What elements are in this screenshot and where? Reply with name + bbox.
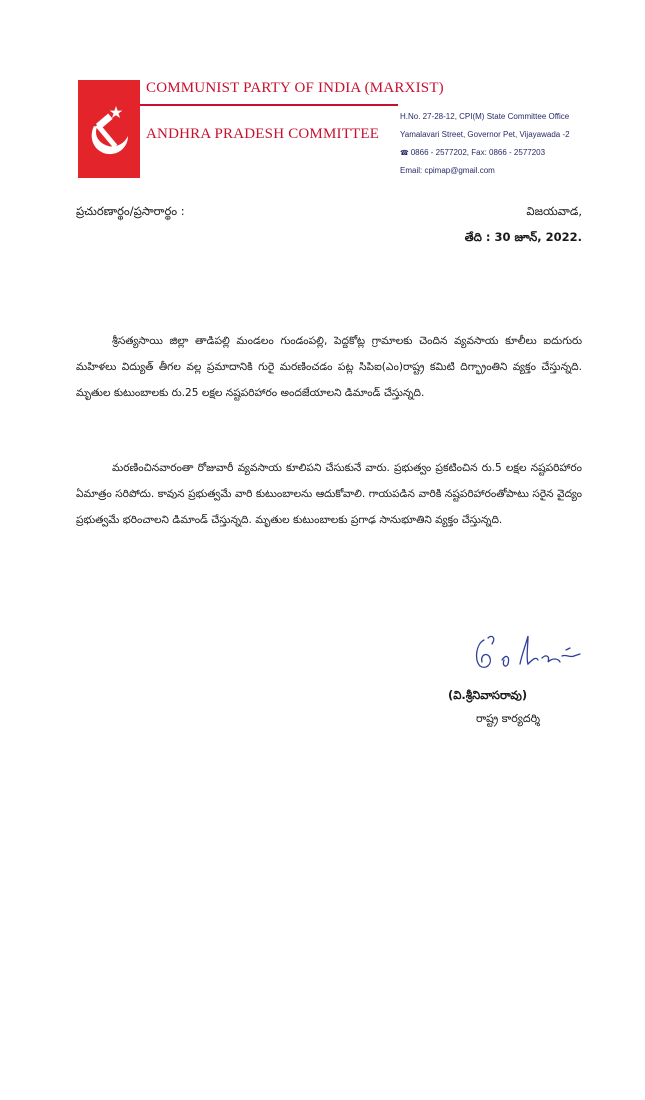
place: విజయవాడ, xyxy=(526,204,582,218)
phone-icon: ☎ xyxy=(400,150,409,157)
phone-line xyxy=(400,144,570,162)
reference-label: ప్రచురణార్థం/ప్రసారార్థం : xyxy=(76,204,185,218)
org-name: COMMUNIST PARTY OF INDIA (MARXIST) xyxy=(146,80,444,96)
address-line-2: Yamalavari Street, Governor Pet, Vijayawada -2 xyxy=(400,130,570,139)
phone-fax: 0866 - 2577202, Fax: 0866 - 2577203 xyxy=(410,148,546,157)
handwritten-signature xyxy=(462,630,592,684)
hammer-sickle-icon xyxy=(78,80,140,178)
signatory-name: (వి.శ్రీనివాసరావు) xyxy=(448,688,528,702)
date: తేది : 30 జూన్, 2022. xyxy=(464,230,582,244)
contact-block xyxy=(400,108,570,180)
header-rule xyxy=(140,104,398,106)
signatory-title: రాష్ట్ర కార్యదర్శి xyxy=(476,712,541,725)
body-paragraph-1: శ్రీసత్యసాయి జిల్లా తాడిపల్లి మండలం గుండంపల్లి, పెద్దకోట్ల గ్రామాలకు చెందిన వ్యవసాయ కూలీలు ఐదుగురు మహిళలు విద్యుత్ తీగల వల్ల ప్రమాదానికి గురై మరణించడం పట్ల సిపిఐ(ఎం)రాష్ట్ర కమిటి దిగ్భ్రాంతిని వ్యక్తం చేస్తున్నది. మృతుల కుటుంబాలకు రు.25 లక్షల నష్టపరిహారం అందజేయాలని డిమాండ్ చేస్తున్నది. xyxy=(76,335,582,399)
address-line-1: H.No. 27-28-12, CPI(M) State Committee Office xyxy=(400,112,570,121)
body-paragraph-2: మరణించినవారంతా రోజువారీ వ్యవసాయ కూలిపని చేసుకునే వారు. ప్రభుత్వం ప్రకటించిన రు.5 లక్షల నష్టపరిహారం ఏమాత్రం సరిపోదు. కావున ప్రభుత్వమే వారి కుటుంబాలను ఆదుకోవాలి. గాయపడిన వారికి నష్టపరిహారంతోపాటు సరైన వైద్యం ప్రభుత్వమే భరించాలని డిమాండ్ చేస్తున్నది. మృతుల కుటుంబాలకు ప్రగాఢ సానుభూతిని వ్యక్తం చేస్తున్నది. xyxy=(76,462,582,526)
party-logo xyxy=(78,80,140,178)
email-line: Email: cpimap@gmail.com xyxy=(400,166,495,175)
org-committee: ANDHRA PRADESH COMMITTEE xyxy=(146,126,380,142)
